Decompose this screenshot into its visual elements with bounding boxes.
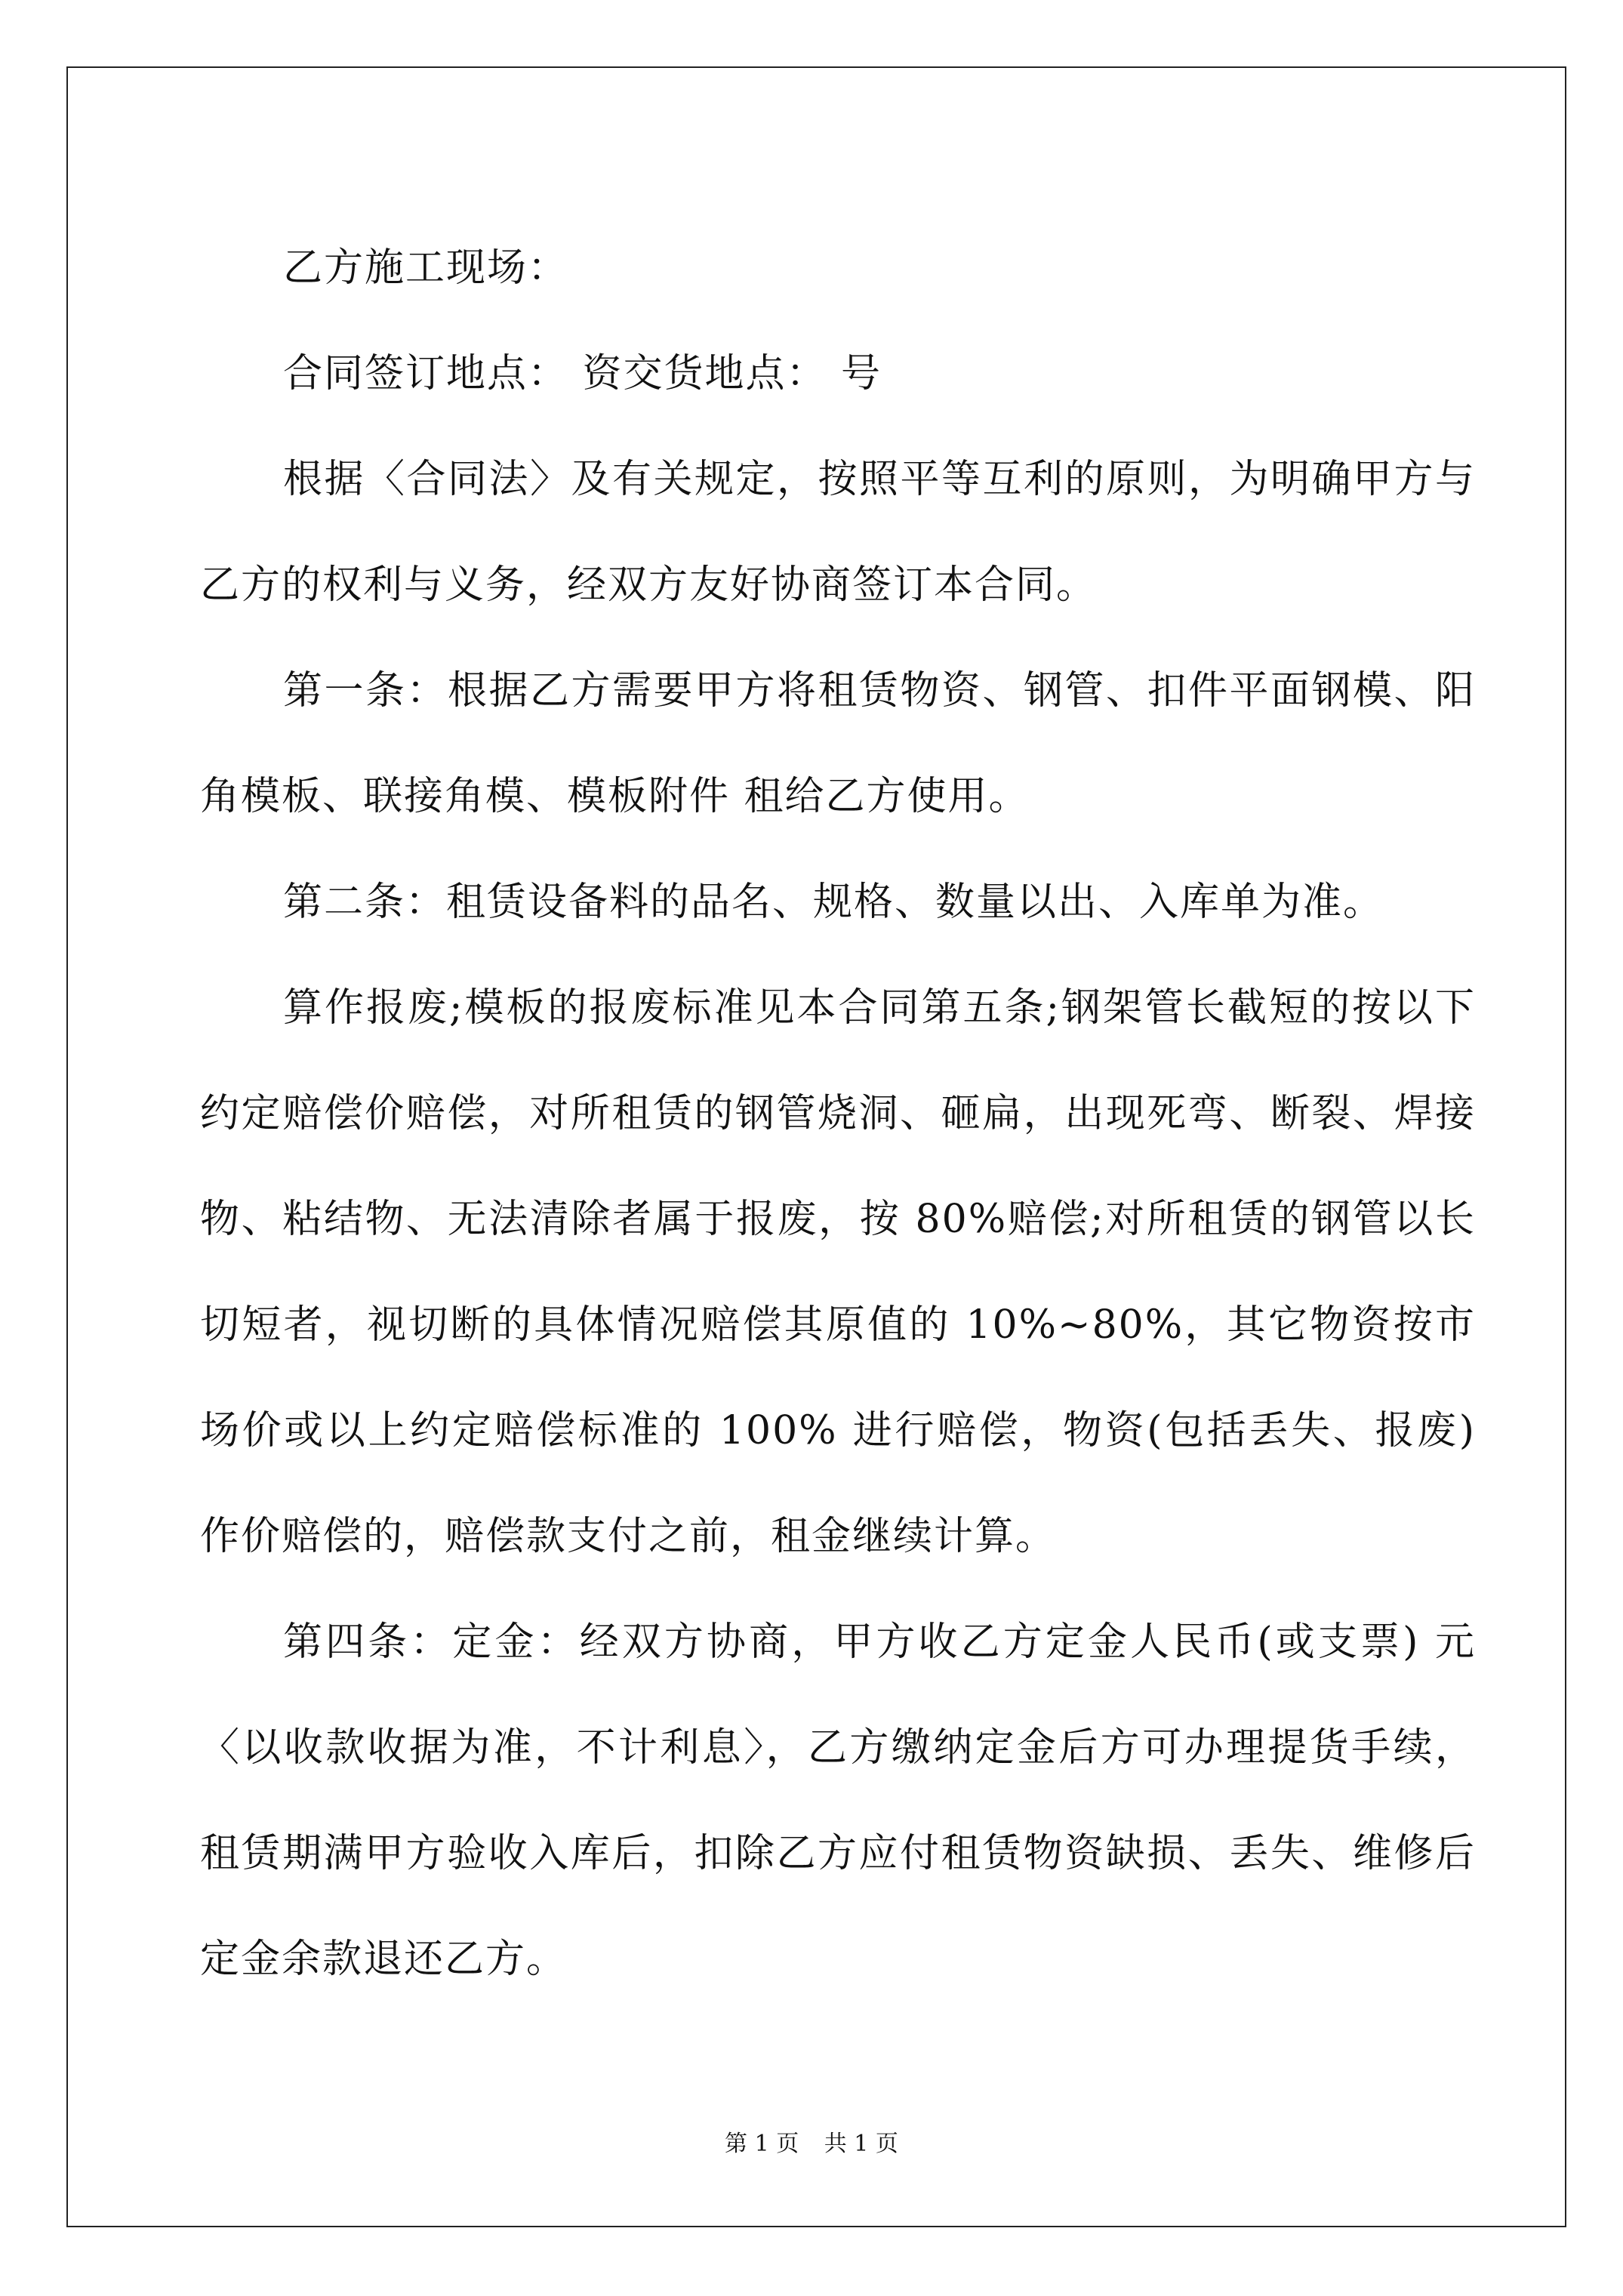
- page-footer: [0, 2129, 1623, 2159]
- paragraph-article-4: 第四条：定金：经双方协商，甲方收乙方定金人民币(或支票) 元〈以收款收据为准，不计利息〉，乙方缴纳定金后方可办理提货手续，租赁期满甲方验收入库后，扣除乙方应付租赁物资缺损、丢失、维修后定金余款退还乙方。: [200, 1620, 1476, 1982]
- paragraph-article-1: 第一条：根据乙方需要甲方将租赁物资、钢管、扣件平面钢模、阳角模板、联接角模、模板附件 租给乙方使用。: [200, 668, 1476, 819]
- page-number-total: 共 1 页: [824, 2131, 898, 2157]
- paragraph-article-2: 第二条：租赁设备料的品名、规格、数量以出、入库单为准。: [283, 880, 1384, 925]
- paragraph-site: 乙方施工现场：: [283, 245, 569, 291]
- paragraph-location: 合同签订地点： 资交货地点： 号: [283, 351, 882, 396]
- paragraph-scrap-terms: 算作报废;模板的报废标准见本合同第五条;钢架管长截短的按以下约定赔偿价赔偿，对所租赁的钢管烧洞、砸扁，出现死弯、断裂、焊接物、粘结物、无法清除者属于报废，按 80%赔偿;对所租赁的钢管以长切短者，视切断的具体情况赔偿其原值的 10%~80%，其它物资按市场价或以上约定赔偿标准的 100% 进行赔偿，物资(包括丢失、报废)作价赔偿的，赔偿款支付之前，租金继续计算。: [200, 985, 1476, 1559]
- page-number-current: 第 1 页: [725, 2131, 799, 2157]
- document-body: [200, 215, 1476, 2012]
- paragraph-preamble: 根据〈合同法〉及有关规定，按照平等互利的原则，为明确甲方与乙方的权利与义务，经双方友好协商签订本合同。: [200, 457, 1476, 608]
